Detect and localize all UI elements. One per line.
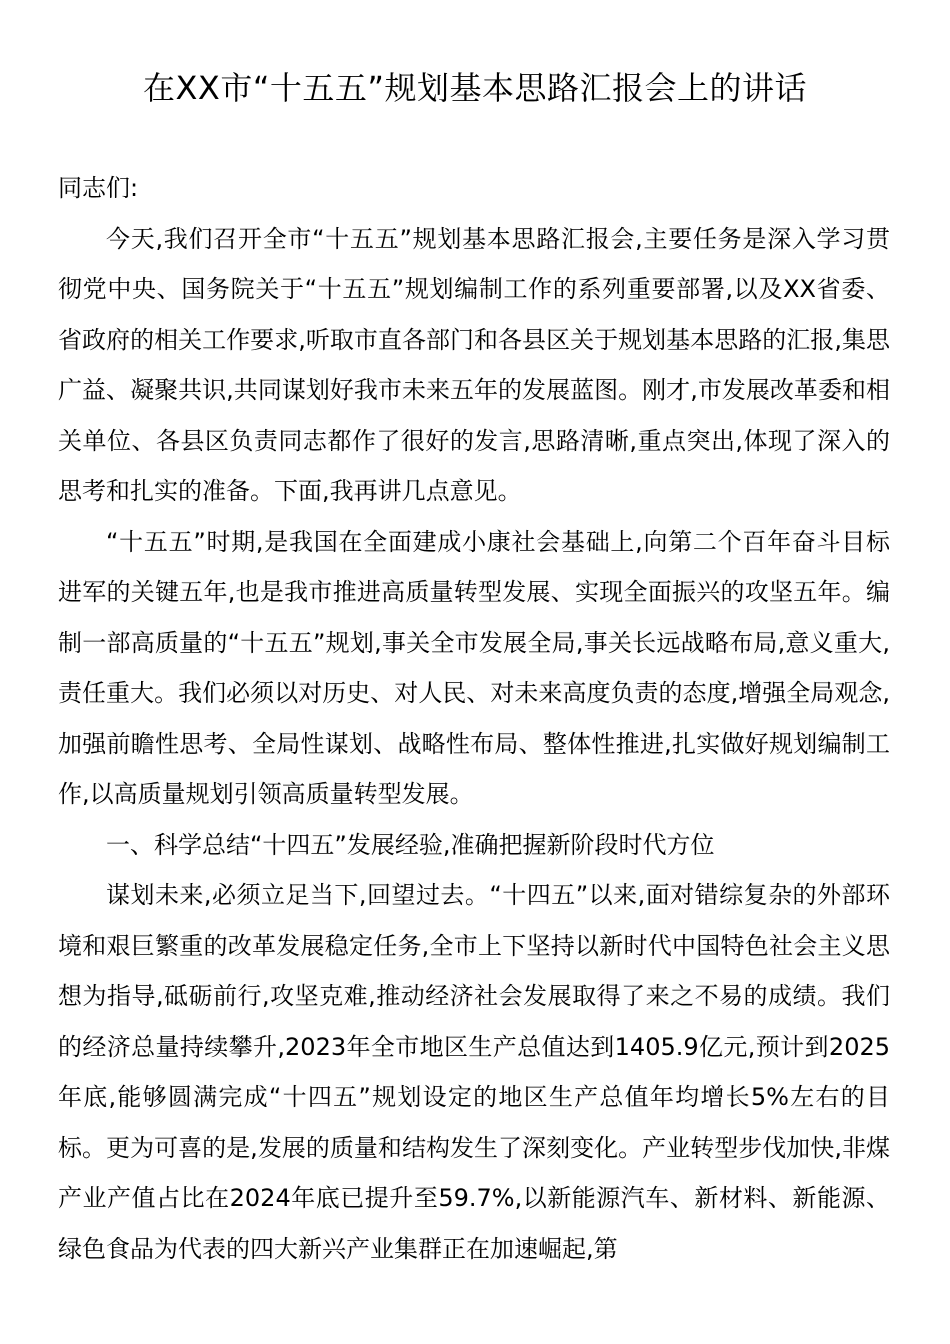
salutation: 同志们: bbox=[58, 174, 139, 202]
section-heading-1: 一、科学总结“十四五”发展经验,准确把握新阶段时代方位 bbox=[106, 830, 715, 859]
document-title: 在XX市“十五五”规划基本思路汇报会上的讲话 bbox=[142, 69, 807, 107]
document-body bbox=[58, 163, 890, 1274]
paragraph-intro: 今天,我们召开全市“十五五”规划基本思路汇报会,主要任务是深入学习贯彻党中央、国务院关于“十五五”规划编制工作的系列重要部署,以及XX省委、省政府的相关工作要求,听取市直各部门和各县区关于规划基本思路的汇报,集思广益、凝聚共识,共同谋划好我市未来五年的发展蓝图。刚才,市发展改革委和相关单位、各县区负责同志都作了很好的发言,思路清晰,重点突出,体现了深入的思考和扎实的准备。下面,我再讲几点意见。 bbox=[58, 224, 890, 505]
paragraph-review: 谋划未来,必须立足当下,回望过去。“十四五”以来,面对错综复杂的外部环境和艰巨繁重的改革发展稳定任务,全市上下坚持以新时代中国特色社会主义思想为指导,砥砺前行,攻坚克难,推动经济社会发展取得了来之不易的成绩。我们的经济总量持续攀升,2023年全市地区生产总值达到1405.9亿元,预计到2025年底,能够圆满完成“十四五”规划设定的地区生产总值年均增长5%左右的目标。更为可喜的是,发展的质量和结构发生了深刻变化。产业转型步伐加快,非煤产业产值占比在2024年底已提升至59.7%,以新能源汽车、新材料、新能源、绿色食品为代表的四大新兴产业集群正在加速崛起,第 bbox=[58, 881, 890, 1263]
paragraph-significance: “十五五”时期,是我国在全面建成小康社会基础上,向第二个百年奋斗目标进军的关键五年,也是我市推进高质量转型发展、实现全面振兴的攻坚五年。编制一部高质量的“十五五”规划,事关全市发展全局,事关长远战略布局,意义重大,责任重大。我们必须以对历史、对人民、对未来高度负责的态度,增强全局观念,加强前瞻性思考、全局性谋划、战略性布局、整体性推进,扎实做好规划编制工作,以高质量规划引领高质量转型发展。 bbox=[58, 527, 890, 808]
